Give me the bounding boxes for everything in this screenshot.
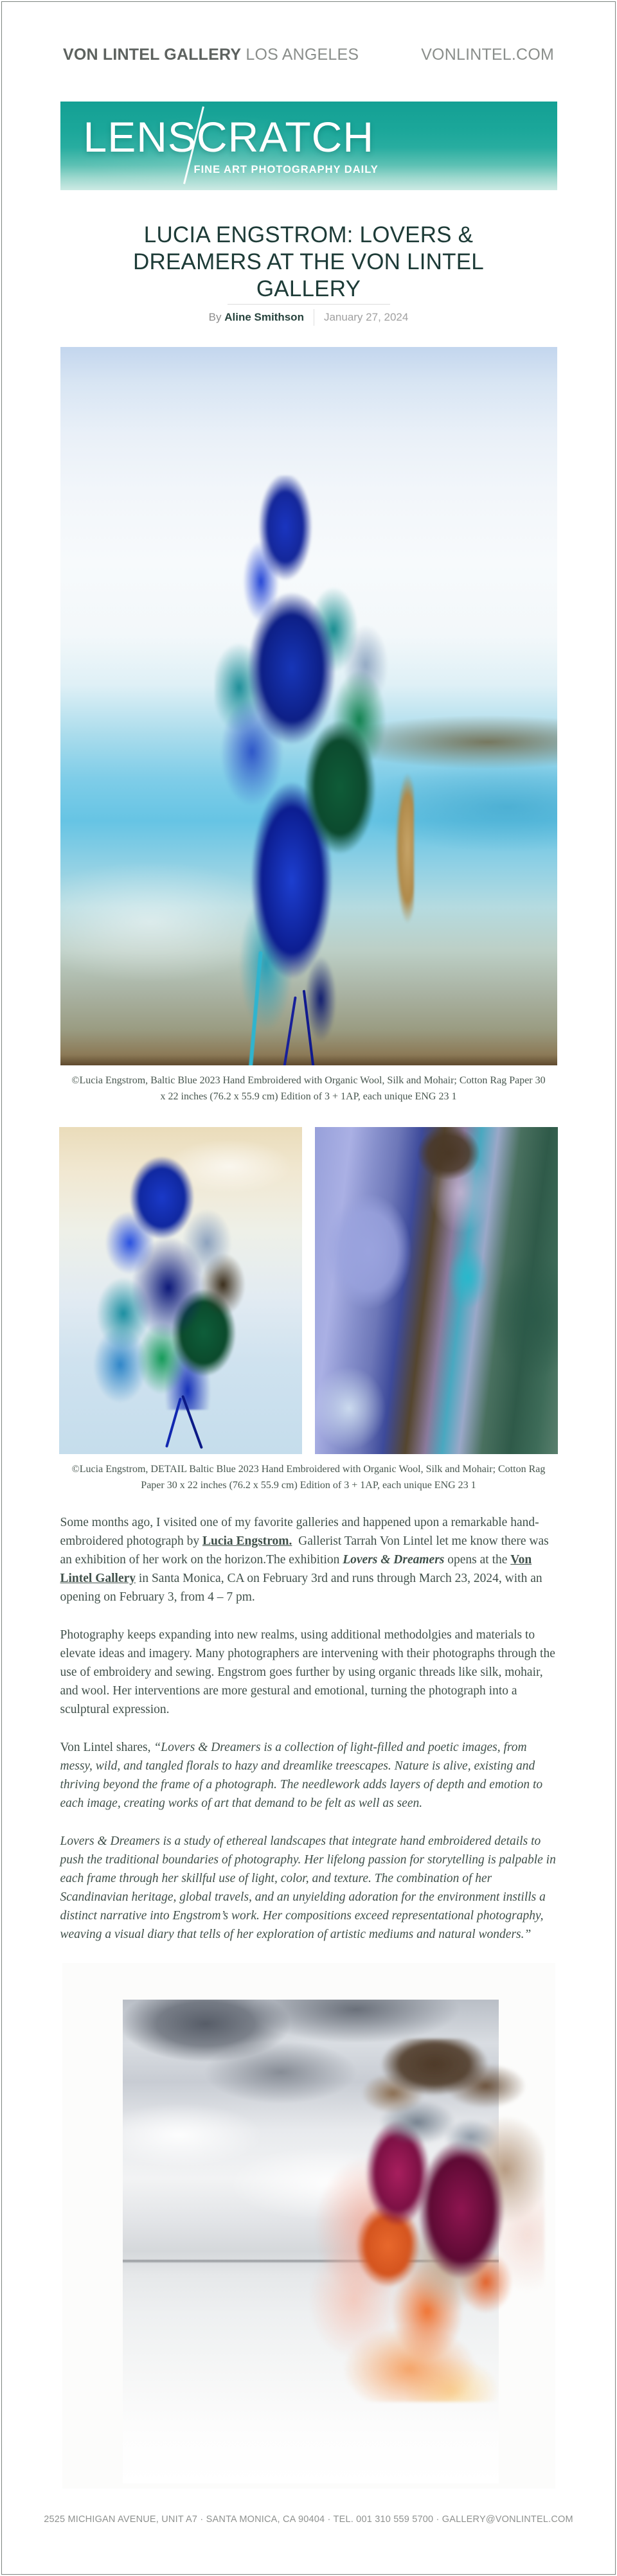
title-line-1: LUCIA ENGSTROM: LOVERS & [143,222,474,247]
paragraph-text: in Santa Monica, CA on February 3rd and runs through March 23, 2024, with an opening on February 3, from 4 – 7 pm. [60,1571,542,1604]
paragraph-1 [60,1513,557,1606]
paragraph-text: opens at the [444,1552,511,1567]
title-line-3: GALLERY [256,276,361,301]
banner-tagline: FINE ART PHOTOGRAPHY DAILY [193,163,379,175]
byline [0,309,617,326]
paragraph-text: Some months ago, I visited one of my favorite galleries and happened upon a remarkable hand-embroidered photograph by [60,1515,539,1548]
detail-photo-right [315,1127,558,1454]
exhibition-title-text: Lovers & Dreamers [343,1552,445,1567]
gallery-website-link[interactable]: VONLINTEL.COM [421,46,554,64]
paragraph-text: Gallerist Tarrah Von Lintel let me know there was an exhibition of her work on the horizon.The exhibition [60,1534,549,1567]
embroidery-fibers-graphic [300,2039,544,2402]
detail-photo-row [59,1127,558,1454]
paragraph-text: Von Lintel shares, [60,1740,154,1754]
lenscratch-logo: LENSCRATCH [83,112,375,161]
header [63,0,554,64]
paragraph-4: Lovers & Dreamers is a study of ethereal landscapes that integrate hand embroidered details to push the traditional boundaries of photography. Her lifelong passion for storytelling is palpable in each frame through her skillful use of light, color, and texture. The combination of her Scandinavian heritage, global travels, and an unyielding adoration for the environment instills a distinct narrative into Engstrom’s work. Her compositions exceed representational photography, weaving a visual diary that tells of her exploration of artistic mediums and natural wonders.” [60,1834,556,1941]
paragraph-3 [60,1738,557,1813]
paragraph-2: Photography keeps expanding into new realms, using additional methodolgies and materials to elevate ideas and imagery. Many photographers are intervening with their photographs through the use of embroidery and sewing. Engstrom goes further by using organic threads like silk, mohair, and wool. Her interventions are more gestural and emotional, turning the photograph into a sculptural expression. [60,1628,555,1716]
detail-photo-left [59,1127,302,1454]
byline-author-group [209,311,304,324]
byline-rule [228,304,390,305]
von-lintel-gallery-link[interactable]: Von Lintel Gallery [60,1552,532,1585]
lucia-engstrom-link[interactable]: Lucia Engstrom. [202,1534,292,1548]
quote-text: “Lovers & Dreamers is a collection of light-filled and poetic images, from messy, wild, and tangled florals to hazy and dreamlike treescapes. Nature is alive, existing and thriving beyond the frame of a photograph. The needlework adds layers of depth and emotion to each image, creating works of art that demand to be felt as well as seen. [60,1740,543,1810]
article-title [84,222,533,303]
gallery-name: VON LINTEL GALLERY [63,46,242,64]
article-date: January 27, 2024 [323,310,409,323]
main-artwork-caption: ©Lucia Engstrom, Baltic Blue 2023 Hand Embroidered with Organic Wool, Silk and Mohair; Cotton Rag Paper 30 x 22 inches (76.2 x 55.9 cm) Edition of 3 + 1AP, each unique ENG 23 1 [71,1074,546,1102]
lenscratch-banner[interactable] [60,102,557,190]
bottom-artwork-photo [62,1963,555,2489]
main-artwork-photo [60,347,557,1065]
footer-address: 2525 MICHIGAN AVENUE, UNIT A7 · SANTA MONICA, CA 90404 · TEL. 001 310 559 5700 · GALLERY@VONLINTEL.COM [44,2514,573,2525]
yarn-sculpture-graphic [91,1153,265,1410]
byline-prefix: By [208,310,222,323]
header-gallery-title [63,46,359,64]
detail-photo-caption: ©Lucia Engstrom, DETAIL Baltic Blue 2023 Hand Embroidered with Organic Wool, Silk and Mohair; Cotton Rag Paper 30 x 22 inches (76.2 x 55.9 cm) Edition of 3 + 1AP, each unique ENG 23 1 [71,1463,546,1491]
title-line-2: DREAMERS AT THE VON LINTEL [133,249,484,274]
yarn-sculpture-graphic [215,475,414,1041]
gallery-location: LOS ANGELES [246,46,359,64]
author-link[interactable]: Aline Smithson [224,310,304,323]
article-body [60,1513,557,1944]
